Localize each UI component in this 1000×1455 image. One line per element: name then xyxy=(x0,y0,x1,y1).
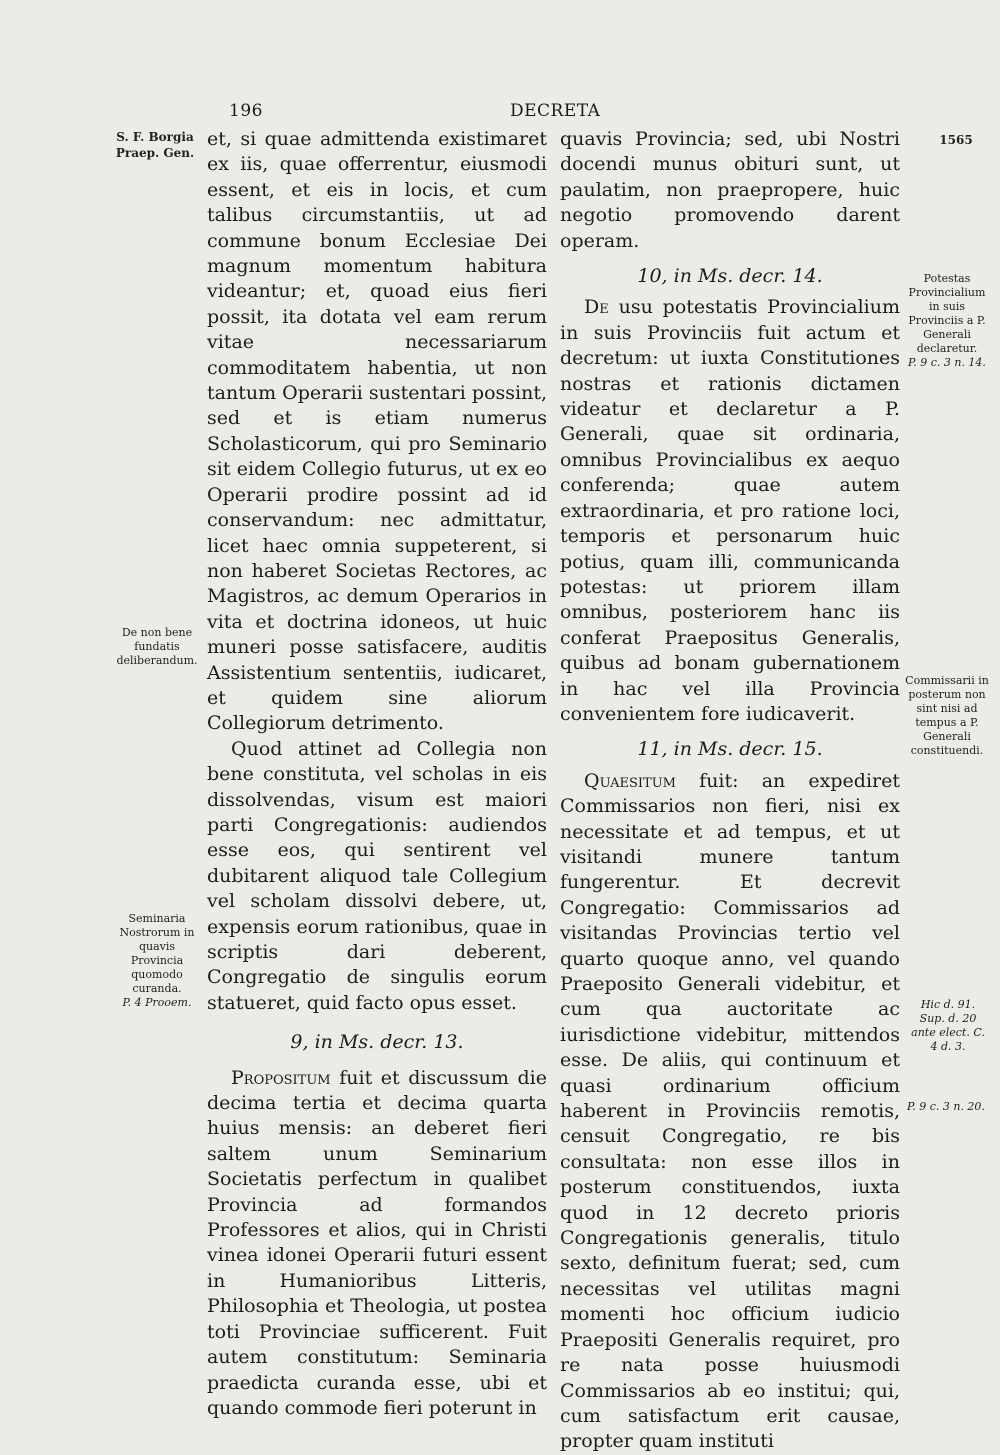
margin-note-seminaria-text: Seminaria Nostrorum in quavis Provincia quomodo curanda. xyxy=(119,912,195,995)
left-paragraph-3-text: fuit et discussum die decima tertia et decima quarta huius mensis: an deberet fieri saltem unum Seminarium Societatis perfectum in qualibet Provincia ad formandos Professores et alios, qui in Christi vinea idonei Operarii futuri essent in Humanioribus Litteris, Philosophia et Theologia, ut postea toti Provinciae sufficerent. Fuit autem constitutum: Seminaria praedicta curanda esse, ubi et quando commode fieri poterunt in xyxy=(207,1066,547,1419)
margin-note-collegia: De non bene fundatis deliberandum. xyxy=(116,626,198,667)
margin-note-seminaria xyxy=(112,912,202,1010)
decree-heading-10: 10, in Ms. decr. 14. xyxy=(637,265,823,288)
margin-note-hic: Hic d. 91. Sup. d. 20 ante elect. C. 4 d. 3. xyxy=(911,998,985,1053)
decree-heading-9: 9, in Ms. decr. 13. xyxy=(290,1031,464,1054)
right-paragraph-1: quavis Provincia; sed, ubi Nostri docendi munus obituri sunt, ut paulatim, non praepropere, huic negotio promovendo darent operam. xyxy=(560,128,900,252)
decree-heading-11: 11, in Ms. decr. 15. xyxy=(637,738,823,761)
margin-note-potestas-text: Potestas Provincialium in suis Provinciis a P. Generali declaretur. xyxy=(908,272,986,355)
margin-year: 1565 xyxy=(939,133,973,147)
margin-note-p9: P. 9 c. 3 n. 20. xyxy=(907,1100,985,1113)
left-column xyxy=(207,127,547,1421)
right-paragraph-3-lead: Quaesitum xyxy=(584,769,676,792)
page-number: 196 xyxy=(229,101,263,121)
right-paragraph-3-text: fuit: an expediret Commissarios non fieri, nisi ex necessitate et ad tempus, et ut visitandi munere tantum fungerentur. Et decrevit Congregatio: Commissarios ad visitandas Provincias tertio vel quarto quoque anno, vel quando Praeposito Generali videbitur, et cum qua auctoritate ac iurisdictione videbitur, mittendos esse. De aliis, qui continuum et quasi ordinarium officium haberent in Provinciis remotis, censuit Congregatio, re bis consultata: non esse illos in posterum constituendos, iuxta quod in 12 decreto prioris Congregationis generalis, titulo sexto, definitum fuerat; sed, cum necessitas vel utilitas magni momenti hoc officium iudicio Praepositi Generalis requiret, pro re nata posse huiusmodi Commissarios ab eo institui; qui, cum satisfactum erit causae, propter quam instituti xyxy=(560,769,900,1453)
right-paragraph-2 xyxy=(560,295,900,727)
right-paragraph-2-lead: De xyxy=(584,296,609,319)
right-paragraph-3 xyxy=(560,769,900,1455)
margin-praepositus-line2: Praep. Gen. xyxy=(115,146,195,160)
running-title: DECRETA xyxy=(510,101,601,121)
margin-note-seminaria-ref: P. 4 Prooem. xyxy=(122,996,192,1009)
left-paragraph-3-lead: Propositum xyxy=(231,1066,331,1089)
left-paragraph-2: Quod attinet ad Collegia non bene constituta, vel scholas in eis dissolvendas, visum est maiori parti Congregationis: audiendos esse eos, qui sentirent vel dubitarent aliquod tale Collegium vel scholam dissolvi debere, ut, expensis eorum rationibus, quae in scriptis dari deberent, Congregatio de singulis eorum statueret, quid facto opus esset. xyxy=(207,737,547,1014)
right-paragraph-2-text: usu potestatis Provincialium in suis Provinciis fuit actum et decretum: ut iuxta Constitutiones nostras et rationis dictamen videatur et declaretur a P. Generali, quae sit ordinaria, omnibus Provincialibus ex aequo conferenda; quae autem extraordinaria, et pro ratione loci, temporis et personarum huic potius, quam illi, communicanda potestas: ut priorem illam omnibus, posteriorem hanc iis conferat Praepositus Generalis, quibus ad bonam gubernationem in hac vel illa Provincia convenientem fore iudicaverit. xyxy=(560,296,900,725)
margin-praepositus xyxy=(100,129,210,161)
margin-praepositus-line1: S. F. Borgia xyxy=(116,130,194,144)
margin-note-potestas-ref: P. 9 c. 3 n. 14. xyxy=(908,356,986,369)
left-paragraph-3 xyxy=(207,1066,547,1422)
margin-note-potestas xyxy=(902,272,992,370)
right-column xyxy=(560,127,900,1455)
margin-note-commissarii: Commissarii in posterum non sint nisi ad tempus a P. Generali constituendi. xyxy=(905,674,989,757)
left-paragraph-1: et, si quae admittenda existimaret ex iis, quae offerrentur, eiusmodi essent, et eis in locis, et cum talibus circumstantiis, ut ad commune bonum Ecclesiae Dei magnum momentum habitura videantur; et, quoad eius fieri possit, ita dotata vel eam rerum vitae necessariarum commoditatem habentia, ut non tantum Operarii sustentari possint, sed et is etiam numerus Scholasticorum, qui pro Seminario sit eidem Collegio futurus, ut ex eo Operarii prodire possint ad id conservandum: nec admittatur, licet haec omnia suppeterent, si non haberet Societas Rectores, ac Magistros, ac demum Operarios in vita et doctrina idoneos, ut huic muneri posse satisfacere, auditis Assistentium sententiis, iudicaret, et quidem sine aliorum Collegiorum detrimento. xyxy=(207,128,547,735)
